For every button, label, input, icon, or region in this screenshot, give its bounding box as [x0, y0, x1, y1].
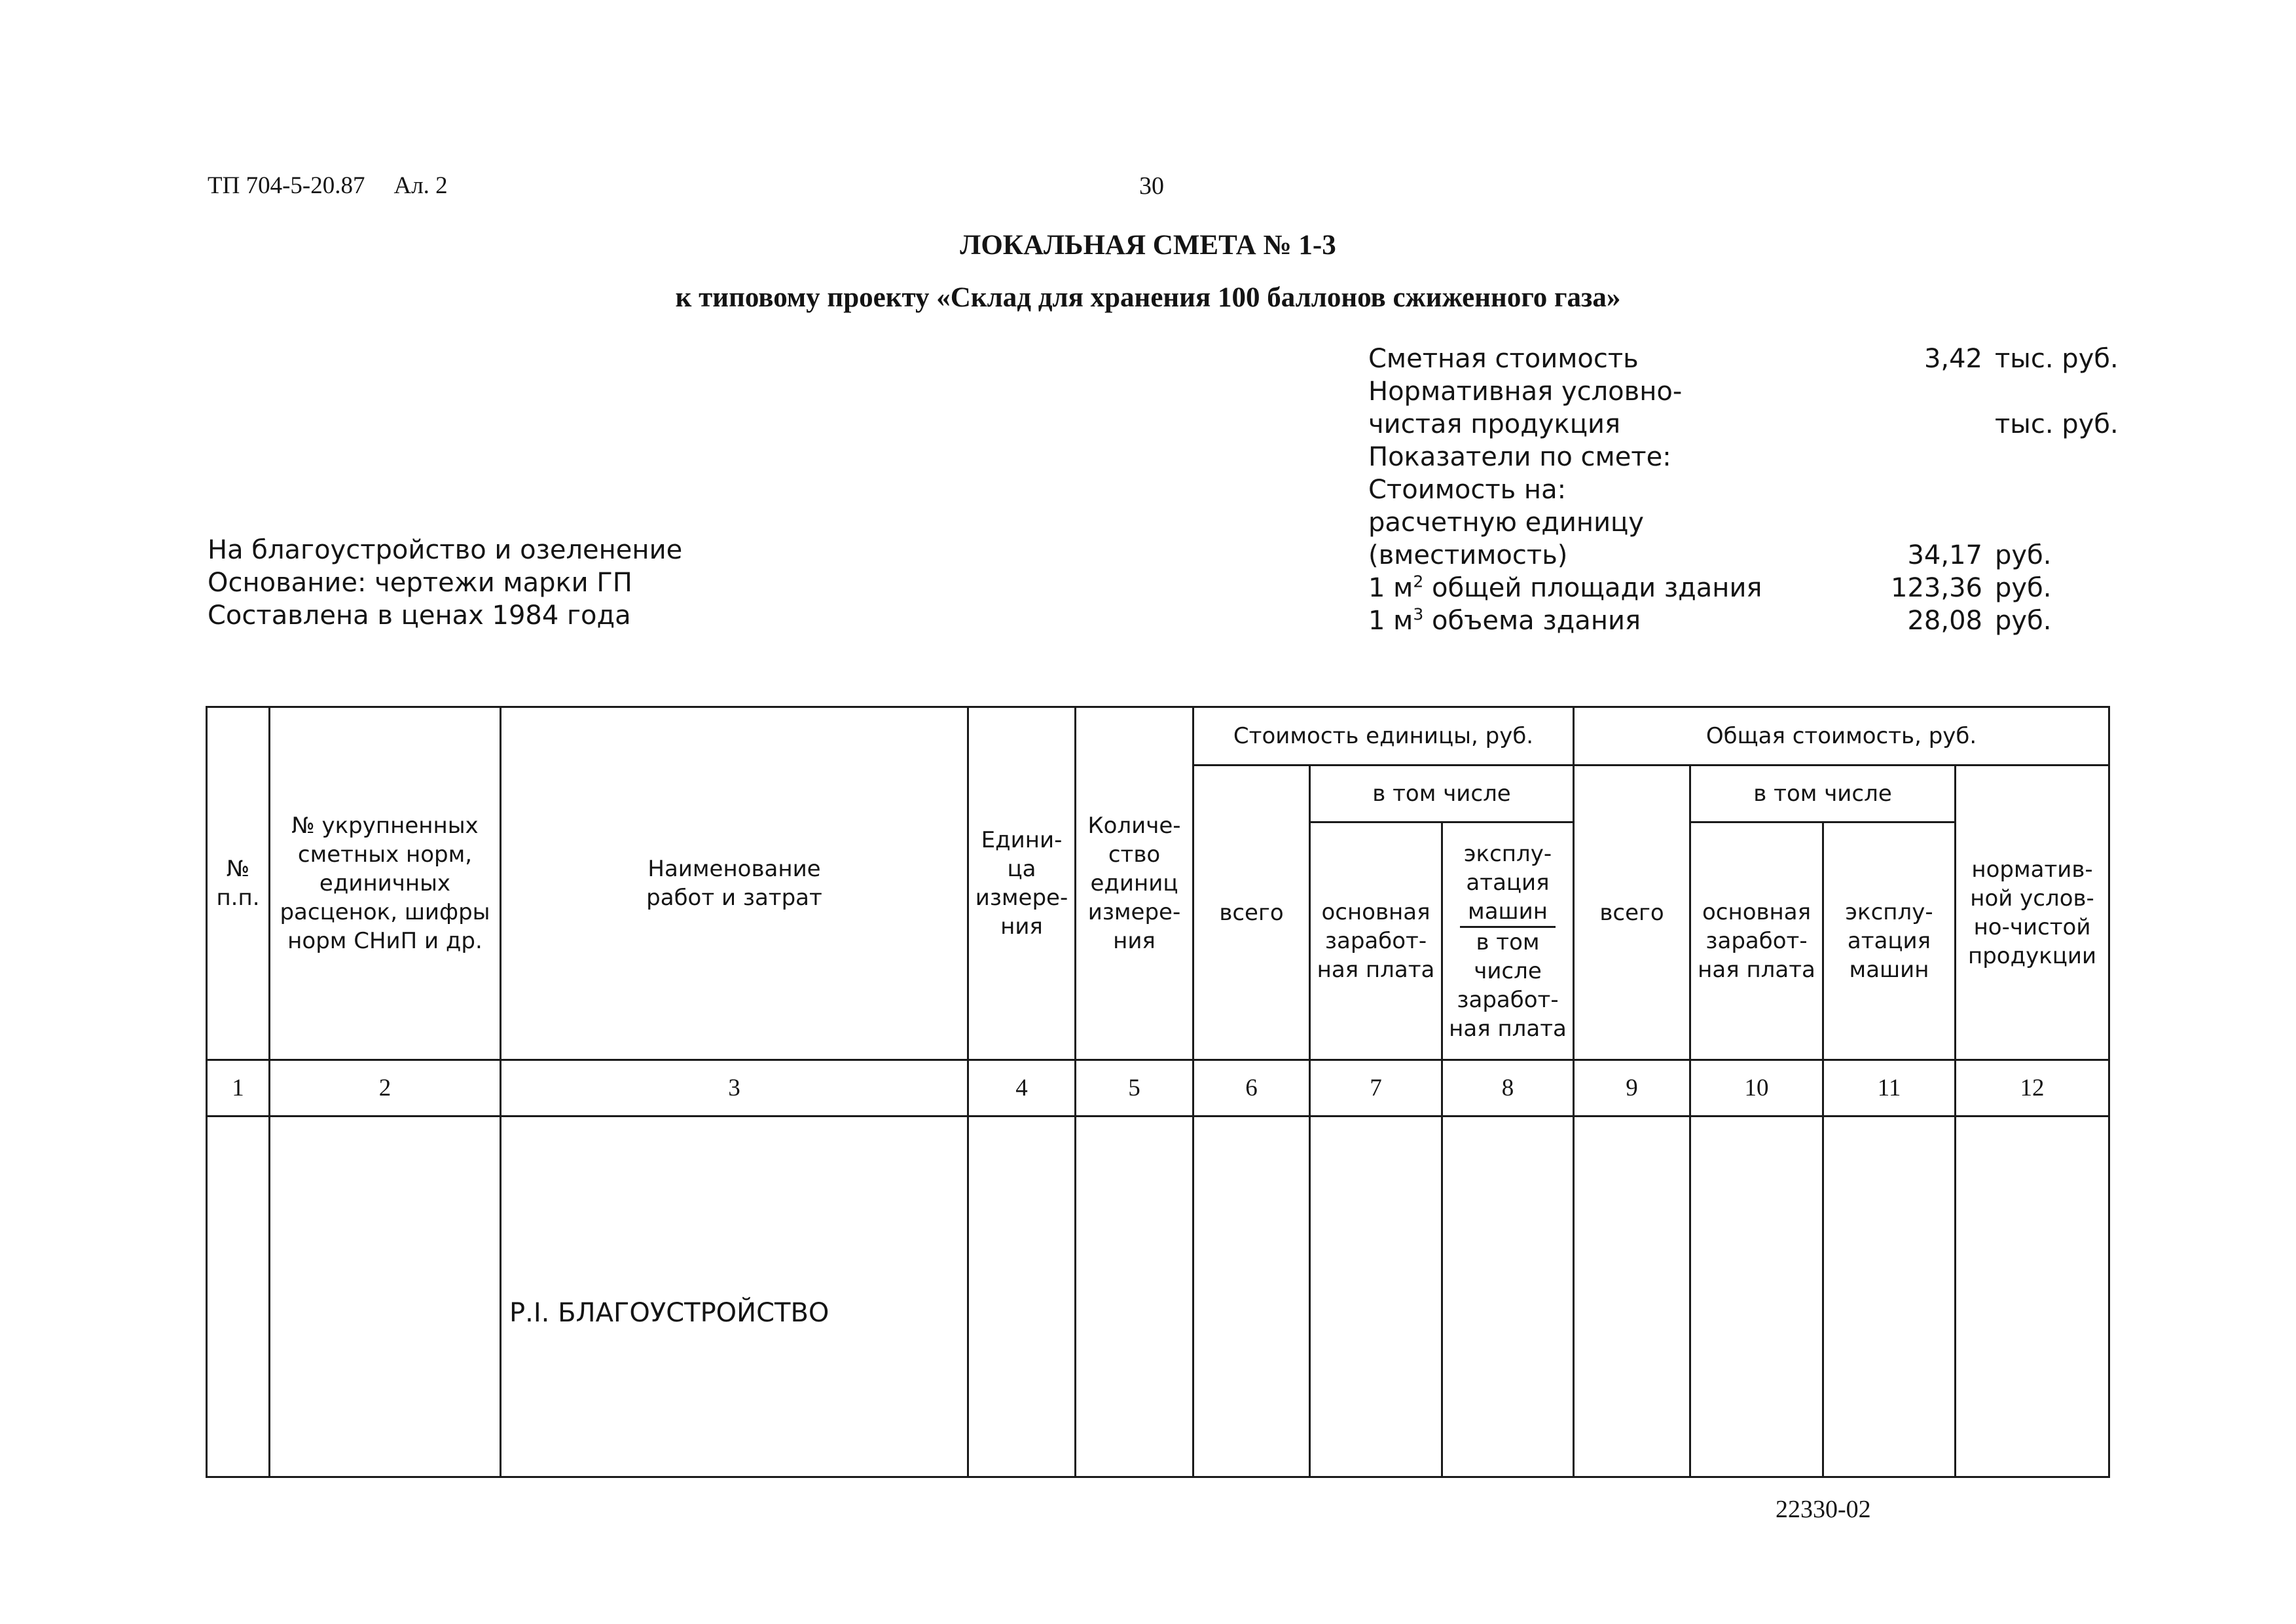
header-text: продукции	[1967, 942, 2097, 969]
header-text: ния	[1113, 928, 1156, 954]
column-number: 12	[1956, 1060, 2109, 1116]
table-cell	[1076, 1116, 1194, 1477]
column-number: 5	[1076, 1060, 1194, 1116]
album-label: Ал. 2	[393, 172, 448, 199]
header-text: расценок, шифры	[280, 899, 490, 925]
normative-label: Нормативная условно-	[1368, 377, 1683, 407]
summary-row	[1368, 441, 2108, 473]
cost-unit: тыс. руб.	[1995, 344, 2119, 374]
summary-row	[1368, 572, 2108, 604]
header-text: эксплу-	[1845, 899, 1933, 925]
header-row	[207, 707, 2109, 766]
col-header-name	[501, 707, 968, 1060]
project-subtitle: к типовому проекту «Склад для хранения 100 баллонов сжиженного газа»	[675, 282, 1621, 313]
table-cell	[1194, 1116, 1310, 1477]
table-cell	[1310, 1116, 1442, 1477]
column-number: 3	[501, 1060, 968, 1116]
per-m2-prefix: 1 м	[1368, 573, 1413, 603]
per-m3-unit: руб.	[1995, 606, 2052, 636]
column-number: 2	[270, 1060, 501, 1116]
column-number: 6	[1194, 1060, 1310, 1116]
header-text: измере-	[1087, 899, 1181, 925]
footer-code: 22330-02	[1776, 1496, 1871, 1523]
header-text: основная	[1702, 899, 1812, 925]
summary-row	[1368, 539, 2108, 572]
header-text: основная	[1321, 899, 1430, 925]
doc-code: ТП 704-5-20.87	[208, 172, 365, 199]
per-m3-text: объема здания	[1423, 606, 1641, 636]
col-header-total-machines	[1823, 822, 1956, 1060]
table-cell	[270, 1116, 501, 1477]
cost-label: Сметная стоимость	[1368, 344, 1639, 374]
doc-header	[208, 172, 448, 200]
header-text: норматив-	[1971, 856, 2093, 883]
header-text: №	[226, 856, 250, 882]
purpose-line: На благоустройство и озеленение	[208, 535, 683, 565]
table-cell	[1823, 1116, 1956, 1477]
header-text: норм СНиП и др.	[287, 928, 483, 954]
estimate-basis	[208, 534, 682, 632]
header-text: п.п.	[216, 885, 260, 911]
header-text: заработ-	[1324, 928, 1427, 954]
header-text: в том	[1476, 929, 1540, 955]
column-number: 7	[1310, 1060, 1442, 1116]
summary-row	[1368, 473, 2108, 506]
header-text: сметных норм,	[297, 841, 473, 868]
per-m2-value: 123,36	[1891, 573, 1982, 603]
header-text: машин	[1460, 897, 1556, 928]
column-number: 10	[1690, 1060, 1823, 1116]
header-text: Едини-	[981, 827, 1063, 853]
header-text: атация	[1466, 869, 1550, 896]
col-header-unit	[968, 707, 1076, 1060]
header-text: числе	[1474, 957, 1542, 984]
summary-row	[1368, 604, 2108, 637]
col-header-norms	[270, 707, 501, 1060]
header-text: единиц	[1090, 870, 1178, 896]
col-header-unit-machines	[1442, 822, 1574, 1060]
per-unit-label: (вместимость)	[1368, 540, 1568, 570]
summary-row	[1368, 342, 2119, 375]
column-number: 11	[1823, 1060, 1956, 1116]
column-number: 9	[1574, 1060, 1690, 1116]
header-text: единичных	[319, 870, 451, 896]
per-m2-text: общей площади здания	[1423, 573, 1762, 603]
table-cell	[968, 1116, 1076, 1477]
normative-label: чистая продукция	[1368, 409, 1620, 439]
estimate-table	[206, 706, 2110, 1478]
table-cell	[1956, 1116, 2109, 1477]
summary-row	[1368, 408, 2119, 441]
col-header-total-including: в том числе	[1690, 766, 1956, 822]
column-number-row	[207, 1060, 2109, 1116]
header-text: но-чистой	[1973, 913, 2091, 940]
header-text: атация	[1847, 928, 1931, 954]
header-text: ная плата	[1698, 957, 1815, 983]
col-header-quantity	[1076, 707, 1194, 1060]
normative-unit: тыс. руб.	[1995, 409, 2119, 439]
header-text: машин	[1849, 957, 1929, 983]
col-header-total-cost: Общая стоимость, руб.	[1574, 707, 2109, 766]
col-header-no	[207, 707, 270, 1060]
col-header-normative-product	[1956, 766, 2109, 1060]
per-m3-label	[1368, 606, 1641, 636]
table-cell	[207, 1116, 270, 1477]
header-text: ство	[1108, 841, 1161, 868]
column-number: 8	[1442, 1060, 1574, 1116]
per-m2-sup: 2	[1413, 572, 1424, 591]
header-text: ной услов-	[1970, 885, 2094, 912]
header-text: ния	[1000, 913, 1043, 940]
header-text: № укрупненных	[291, 813, 479, 839]
col-header-unit-cost: Стоимость единицы, руб.	[1194, 707, 1574, 766]
indicators-label: Показатели по смете:	[1368, 442, 1671, 472]
per-m3-sup: 3	[1413, 604, 1424, 624]
cost-value: 3,42	[1923, 344, 1982, 374]
cost-summary	[1368, 342, 2119, 637]
header-text: Наименование	[647, 856, 821, 882]
table-cell	[1574, 1116, 1690, 1477]
section-title: Р.I. БЛАГОУСТРОЙСТВО	[501, 1116, 968, 1477]
per-unit-label: расчетную единицу	[1368, 507, 1644, 538]
header-text: заработ-	[1705, 928, 1808, 954]
per-m2-unit: руб.	[1995, 573, 2052, 603]
per-m2-label	[1368, 573, 1762, 603]
column-number: 1	[207, 1060, 270, 1116]
header-text: эксплу-	[1463, 840, 1552, 867]
cost-on-label: Стоимость на:	[1368, 475, 1567, 505]
estimate-title: ЛОКАЛЬНАЯ СМЕТА № 1-3	[960, 230, 1336, 261]
header-text: ная плата	[1449, 1015, 1567, 1042]
col-header-total-wage	[1690, 822, 1823, 1060]
per-unit-value: 34,17	[1907, 540, 1982, 570]
summary-row	[1368, 375, 2108, 408]
header-text: ца	[1007, 856, 1036, 882]
table-cell	[1690, 1116, 1823, 1477]
header-text: Количе-	[1087, 813, 1181, 839]
col-header-unit-wage	[1310, 822, 1442, 1060]
header-text: ная плата	[1317, 957, 1435, 983]
per-m3-prefix: 1 м	[1368, 606, 1413, 636]
header-text: работ и затрат	[646, 885, 822, 911]
page-number: 30	[1139, 172, 1164, 200]
col-header-unit-including: в том числе	[1310, 766, 1574, 822]
header-text: измере-	[975, 885, 1068, 911]
per-m3-value: 28,08	[1907, 606, 1982, 636]
summary-row	[1368, 506, 2108, 539]
col-header-total-all: всего	[1574, 766, 1690, 1060]
table-cell	[1442, 1116, 1574, 1477]
header-text: заработ-	[1457, 986, 1559, 1013]
basis-line: Основание: чертежи марки ГП	[208, 568, 632, 598]
table-row	[207, 1116, 2109, 1477]
per-unit-unit: руб.	[1995, 540, 2052, 570]
prices-line: Составлена в ценах 1984 года	[208, 600, 631, 631]
column-number: 4	[968, 1060, 1076, 1116]
col-header-unit-total: всего	[1194, 766, 1310, 1060]
